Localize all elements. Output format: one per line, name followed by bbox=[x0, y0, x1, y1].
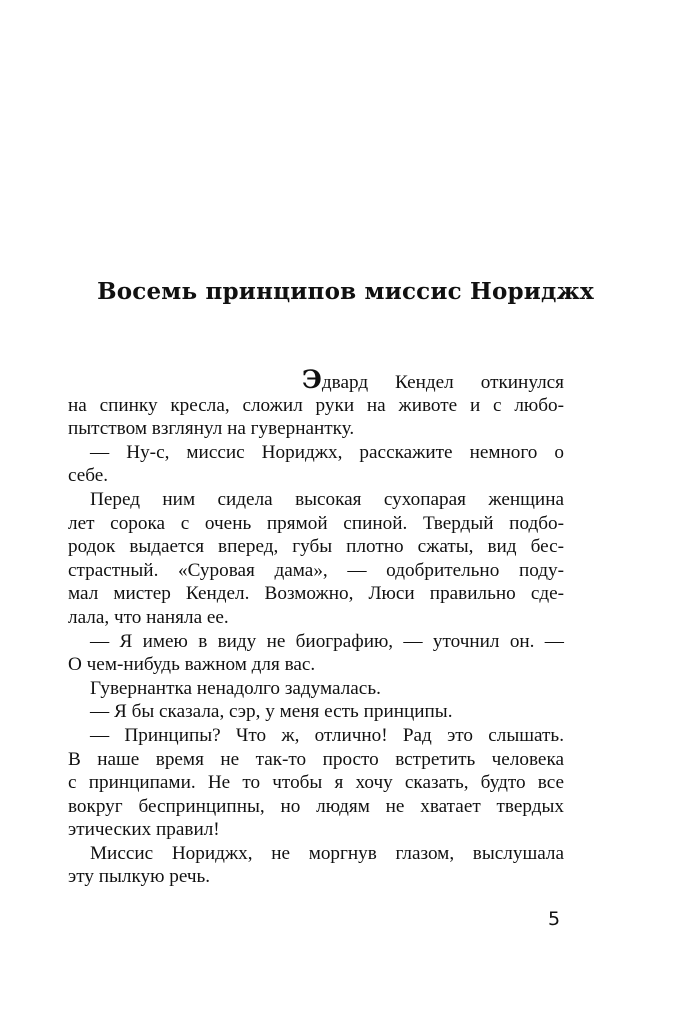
body-line: Миссис Нориджх, не моргнув глазом, выслушала bbox=[90, 842, 564, 864]
body-line: пытством взглянул на гувернантку. bbox=[68, 418, 355, 440]
body-line-text: двард Кендел откинулся bbox=[321, 372, 564, 393]
chapter-body bbox=[68, 365, 564, 889]
body-line: этических правил! bbox=[68, 819, 220, 841]
drop-cap: Э bbox=[302, 365, 322, 394]
body-line: мал мистер Кендел. Возможно, Люси правильно сде- bbox=[68, 583, 564, 605]
chapter-title: Восемь принципов миссис Нориджх bbox=[97, 278, 594, 305]
body-line: О чем-нибудь важном для вас. bbox=[68, 654, 316, 676]
body-line: эту пылкую речь. bbox=[68, 866, 211, 888]
body-line: вокруг беспринципны, но людям не хватает твердых bbox=[68, 795, 564, 817]
body-line: В наше время не так-то просто встретить человека bbox=[68, 748, 564, 770]
body-line: с принципами. Не то чтобы я хочу сказать, будто все bbox=[68, 772, 564, 794]
body-line: — Я бы сказала, сэр, у меня есть принципы. bbox=[90, 701, 453, 723]
body-line: — Ну-с, миссис Нориджх, расскажите немного о bbox=[90, 441, 564, 463]
body-line: Гувернантка ненадолго задумалась. bbox=[90, 677, 381, 699]
body-line: на спинку кресла, сложил руки на животе и с любо- bbox=[68, 394, 564, 416]
body-line: — Я имею в виду не биографию, — уточнил он. — bbox=[90, 630, 564, 652]
body-line: — Принципы? Что ж, отлично! Рад это слышать. bbox=[90, 724, 564, 746]
body-line bbox=[68, 365, 564, 394]
body-line: родок выдается вперед, губы плотно сжаты, вид бес- bbox=[68, 536, 564, 558]
body-line: лет сорока с очень прямой спиной. Твердый подбо- bbox=[68, 512, 564, 534]
body-line: лала, что наняла ее. bbox=[68, 606, 229, 628]
body-line: себе. bbox=[68, 465, 109, 487]
body-line: Перед ним сидела высокая сухопарая женщина bbox=[90, 488, 564, 510]
page-number: 5 bbox=[548, 908, 561, 930]
body-line: страстный. «Суровая дама», — одобрительно поду- bbox=[68, 559, 564, 581]
